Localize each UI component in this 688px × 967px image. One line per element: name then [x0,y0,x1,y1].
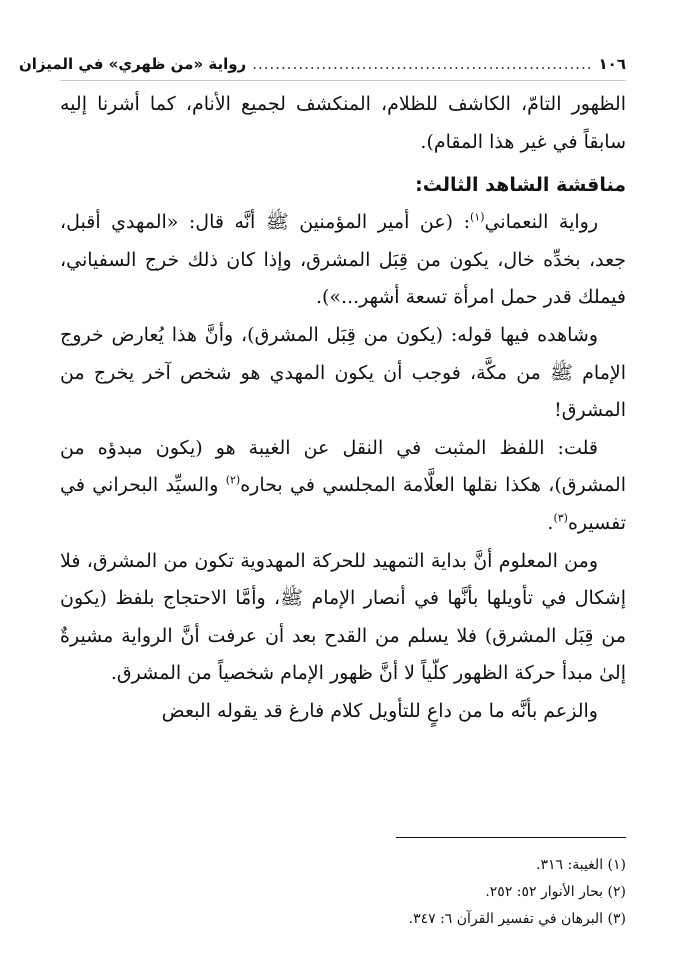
paragraph [60,430,626,543]
paragraph-text: رواية النعماني [484,211,598,234]
paragraph: والزعم بأنَّه ما من داعٍ للتأويل كلام فارغ قد يقوله البعض [161,699,598,722]
header-divider [60,80,626,81]
running-title: رواية «من ظهري» في الميزان [18,55,247,73]
footnote-divider [396,837,626,838]
paragraph [60,204,626,317]
footnote-ref: (١) [470,210,485,224]
paragraph: ومن المعلوم أنَّ بداية التمهيد للحركة المهدوية تكون من المشرق، فلا إشكال في تأويلها بأنَّها في أنصار الإمام ﷺ، وأمَّا الاحتجاج بلفظ (يكون من قِبَل المشرق) فلا يسلم من القدح بعد أن عرفت أنَّ الرواية مشيرةٌ إلىٰ مبدأ حركة الظهور كلّياً لا أنَّ ظهور الإمام شخصياً من المشرق. [60,549,626,685]
paragraph-text: : (عن أمير المؤمنين ﷺ أنَّه قال: «المهدي أقبل، جعد، بخدِّه خال، يكون من قِبَل المشرق، وإذا كان ذلك خرج السفياني، فيملك قدر حمل امرأة تسعة أشهر...»). [60,211,626,309]
footnote-ref: (٣) [553,511,568,525]
footnote-ref: (٢) [225,474,241,488]
header-leader-dots: ........................................................... [252,55,593,73]
footnote: (٢) بحار الأنوار ٥٢: ٢٥٢. [485,884,626,900]
main-text [60,86,626,731]
paragraph-text: والسيِّد البحراني في تفسيره [60,474,626,534]
footnote: (٣) البرهان في تفسير القرآن ٦: ٣٤٧. [408,911,626,927]
paragraph-text: قلت: اللفظ المثبت في النقل عن الغيبة هو (يكون مبدؤه من المشرق)، هكذا نقلها العلَّامة المجلسي في بحاره [60,436,627,497]
paragraph: الظهور التامّ، الكاشف للظلام، المنكشف لجميع الأنام، كما أشرنا إليه سابقاً في غير هذا المقام). [60,93,626,153]
section-heading: مناقشة الشاهد الثالث: [415,174,626,197]
paragraph-text: . [547,511,554,534]
page-number: ١٠٦ [598,55,626,73]
paragraph: وشاهده فيها قوله: (يكون من قِبَل المشرق)، وأنَّ هذا يُعارض خروج الإمام ﷺ من مكَّة، فوجب أن يكون المهدي هو شخص آخر يخرج من المشرق! [60,323,626,422]
running-header [18,50,626,78]
footnote: (١) الغيبة: ٣١٦. [536,857,626,873]
footnotes [60,852,626,933]
